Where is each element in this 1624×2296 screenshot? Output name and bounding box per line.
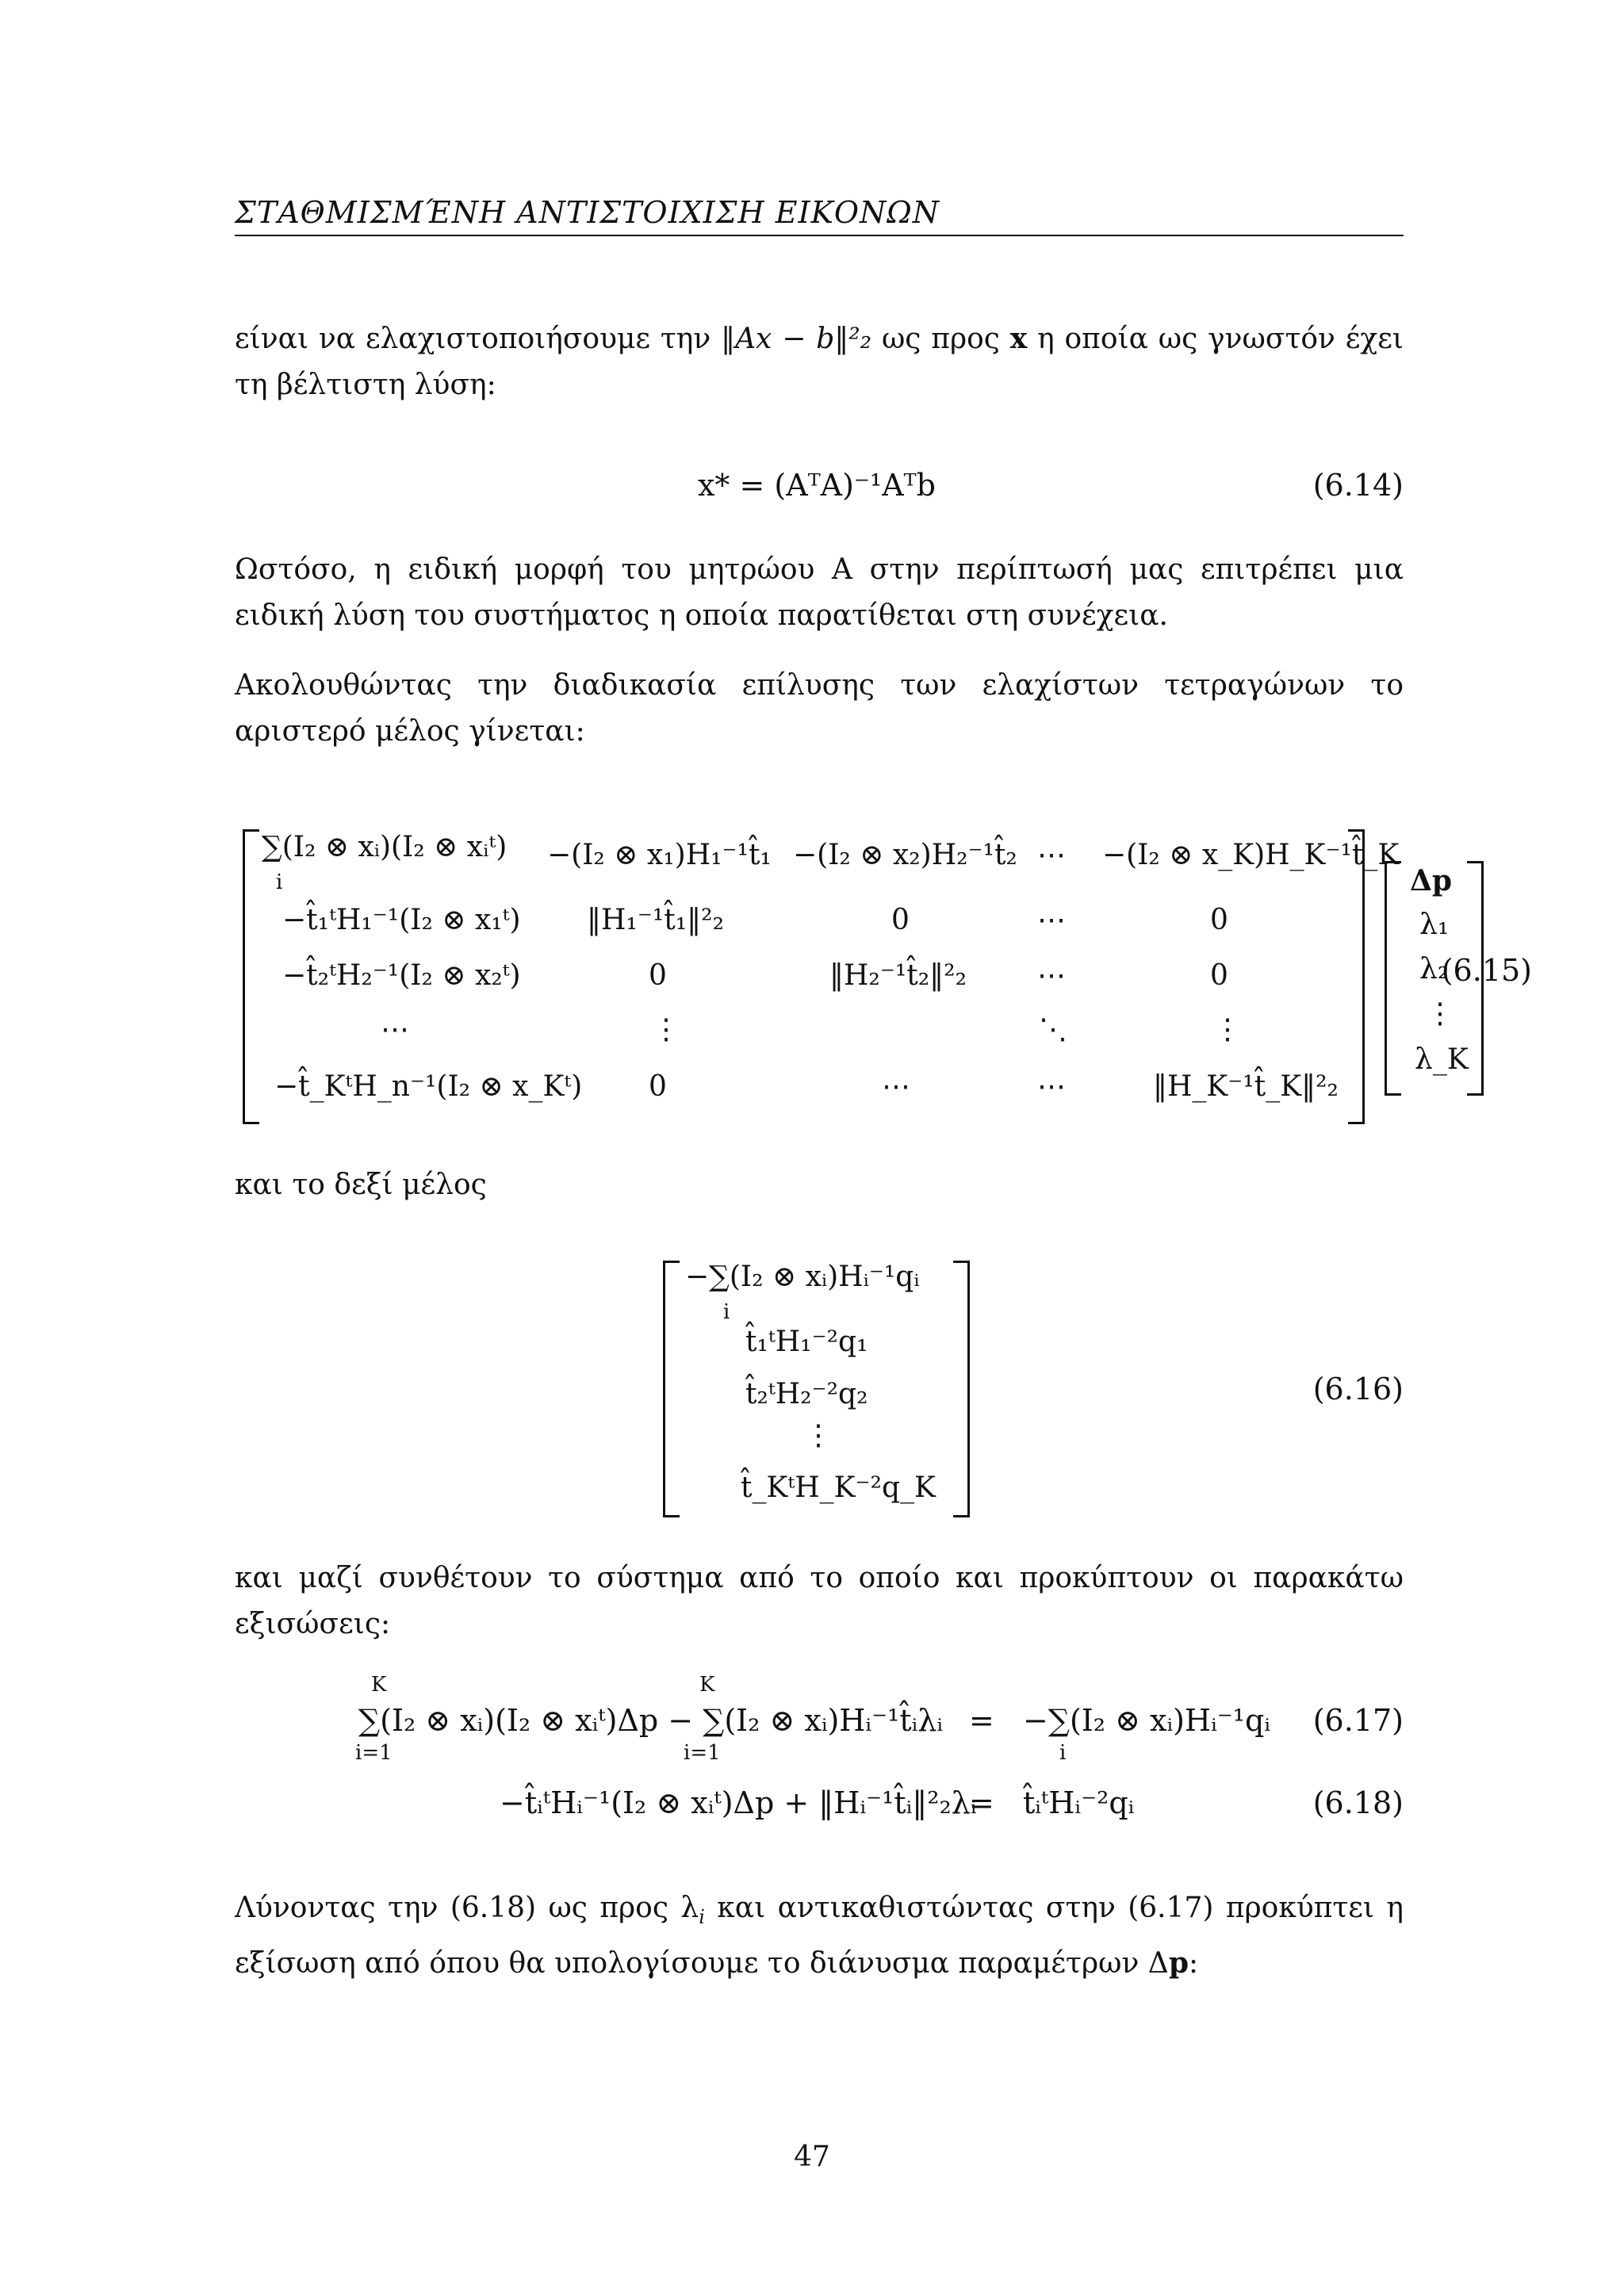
matrix-cell-3-4: ⋮ bbox=[1213, 1013, 1242, 1046]
equation-number-6-16: (6.16) bbox=[1312, 1372, 1404, 1406]
p1-x: x bbox=[1009, 322, 1028, 355]
rhs-cell-4: t̂_KᵗH_K⁻²q_K bbox=[741, 1471, 936, 1504]
p6-text-a: Λύνοντας την (6.18) ως προς λ bbox=[235, 1892, 699, 1924]
matrix-left-bracket bbox=[243, 829, 259, 1124]
p6-p: p bbox=[1168, 1946, 1189, 1980]
equation-6-14: x* = (AᵀA)⁻¹Aᵀb bbox=[698, 468, 936, 503]
paragraph-2: Ωστόσο, η ειδική μορφή του μητρώου A στην περίπτωσή μας επιτρέπει μια ειδική λύση του συστήματος η οποία παρατίθεται στη συνέχεια. bbox=[235, 553, 1404, 632]
equation-number-6-18: (6.18) bbox=[1312, 1785, 1404, 1820]
matrix-cell-0-2: −(I₂ ⊗ x₂)H₂⁻¹t̂₂ bbox=[793, 839, 1017, 871]
p1-text-a: είναι να ελαχιστοποιήσουμε την bbox=[235, 323, 722, 355]
paragraph-3: Ακολουθώντας την διαδικασία επίλυσης των ελαχίστων τετραγώνων το αριστερό μέλος γίνεται: bbox=[235, 669, 1404, 748]
matrix-cell-0-0: ∑(I₂ ⊗ xᵢ)(I₂ ⊗ xᵢᵗ) bbox=[262, 831, 508, 863]
rhs-cell-1: t̂₁ᵗH₁⁻²q₁ bbox=[745, 1326, 868, 1358]
paragraph-4: και το δεξί μέλος bbox=[235, 1169, 487, 1201]
matrix-cell-2-1: 0 bbox=[649, 959, 667, 992]
eq617-rhs: −∑(I₂ ⊗ xᵢ)Hᵢ⁻¹qᵢ bbox=[1023, 1703, 1270, 1738]
matrix-cell-1-3: ⋯ bbox=[1037, 904, 1066, 936]
matrix-cell-3-3: ⋱ bbox=[1039, 1013, 1067, 1046]
rhs-cell-0: −∑(I₂ ⊗ xᵢ)Hᵢ⁻¹qᵢ bbox=[685, 1261, 920, 1293]
header-rule bbox=[235, 235, 1404, 236]
rhs-cell-3: ⋮ bbox=[804, 1419, 833, 1452]
vector-cell-3: ⋮ bbox=[1426, 997, 1454, 1030]
eq617-lhs: ∑(I₂ ⊗ xᵢ)(I₂ ⊗ xᵢᵗ)Δp − ∑(I₂ ⊗ xᵢ)Hᵢ⁻¹t̂ᵢλᵢ bbox=[358, 1703, 944, 1738]
paragraph-1 bbox=[235, 316, 1404, 408]
eq617-sum-subscript: i bbox=[1059, 1741, 1067, 1765]
matrix-cell-1-0: −t̂₁ᵗH₁⁻¹(I₂ ⊗ x₁ᵗ) bbox=[282, 904, 521, 936]
page-number: 47 bbox=[794, 2141, 830, 2173]
eq618-lhs: −t̂ᵢᵗHᵢ⁻¹(I₂ ⊗ xᵢᵗ)Δp + ‖Hᵢ⁻¹t̂ᵢ‖²₂λᵢ bbox=[500, 1785, 977, 1820]
eq617-sum-bottom-2: i=1 bbox=[684, 1741, 721, 1765]
matrix-cell-4-4: ‖H_K⁻¹t̂_K‖²₂ bbox=[1153, 1070, 1339, 1103]
vector-cell-0: Δp bbox=[1410, 864, 1453, 897]
matrix-cell-4-0: −t̂_KᵗH_n⁻¹(I₂ ⊗ x_Kᵗ) bbox=[274, 1070, 583, 1103]
equation-number-6-17: (6.17) bbox=[1312, 1703, 1404, 1738]
matrix-cell-3-1: ⋮ bbox=[652, 1013, 680, 1046]
eq618-equals: = bbox=[969, 1785, 994, 1820]
matrix-cell-1-4: 0 bbox=[1210, 904, 1228, 936]
rhs-right-bracket bbox=[953, 1261, 970, 1517]
eq617-sum-bottom-1: i=1 bbox=[355, 1741, 393, 1765]
matrix-cell-1-1: ‖H₁⁻¹t̂₁‖²₂ bbox=[587, 904, 725, 936]
matrix-cell-1-2: 0 bbox=[891, 904, 910, 936]
p6-subscript: i bbox=[699, 1906, 705, 1929]
eq617-sum-top-2: K bbox=[699, 1673, 715, 1697]
p6-text-b: και αντικαθιστώντας στην (6.17) προκύπτει η εξίσωση από όπου θα υπολογίσουμε το διάνυσμα παραμέτρων Δ bbox=[235, 1892, 1404, 1980]
p6-text-c: : bbox=[1188, 1947, 1199, 1980]
matrix-cell-4-1: 0 bbox=[649, 1070, 667, 1103]
vector-cell-2: λ₂ bbox=[1419, 953, 1450, 985]
rhs-sum-subscript: i bbox=[723, 1300, 730, 1324]
eq617-sum-top-1: K bbox=[371, 1673, 387, 1697]
eq617-equals: = bbox=[969, 1703, 994, 1738]
matrix-sum-subscript: i bbox=[276, 871, 283, 894]
matrix-cell-0-3: ⋯ bbox=[1037, 839, 1066, 871]
rhs-left-bracket bbox=[663, 1261, 680, 1517]
p1-norm: ‖Ax − b‖²₂ bbox=[721, 323, 872, 355]
p1-text-c: η οποία ως γνωστόν έχει τη βέλτιστη λύση: bbox=[235, 323, 1404, 401]
rhs-cell-2: t̂₂ᵗH₂⁻²q₂ bbox=[745, 1378, 868, 1410]
matrix-cell-0-1: −(I₂ ⊗ x₁)H₁⁻¹t̂₁ bbox=[547, 839, 772, 871]
equation-number-6-15: (6.15) bbox=[1441, 953, 1532, 988]
matrix-cell-2-4: 0 bbox=[1210, 959, 1228, 992]
matrix-right-bracket bbox=[1348, 829, 1365, 1124]
matrix-cell-2-0: −t̂₂ᵗH₂⁻¹(I₂ ⊗ x₂ᵗ) bbox=[282, 959, 521, 992]
vector-left-bracket bbox=[1385, 861, 1401, 1096]
paragraph-5: και μαζί συνθέτουν το σύστημα από το οποίο και προκύπτουν οι παρακάτω εξισώσεις: bbox=[235, 1562, 1404, 1640]
eq618-rhs: t̂ᵢᵗHᵢ⁻²qᵢ bbox=[1023, 1785, 1135, 1820]
matrix-cell-2-2: ‖H₂⁻¹t̂₂‖²₂ bbox=[829, 959, 967, 992]
matrix-cell-4-3: ⋯ bbox=[1037, 1070, 1066, 1103]
running-header: ΣΤΑΘΜΙΣΜΈΝΗ ΑΝΤΙΣΤΟΙΧΙΣΗ ΕΙΚΟΝΩΝ bbox=[235, 195, 940, 230]
matrix-cell-4-2: ⋯ bbox=[882, 1070, 910, 1103]
matrix-cell-2-3: ⋯ bbox=[1037, 959, 1066, 992]
matrix-cell-3-0: ⋯ bbox=[381, 1013, 409, 1046]
paragraph-6 bbox=[235, 1885, 1404, 1987]
matrix-cell-0-4: −(I₂ ⊗ x_K)H_K⁻¹t̂_K bbox=[1102, 839, 1400, 871]
p1-text-b: ως προς bbox=[871, 323, 1010, 355]
vector-cell-1: λ₁ bbox=[1419, 909, 1450, 941]
vector-cell-4: λ_K bbox=[1415, 1043, 1469, 1076]
equation-number-6-14: (6.14) bbox=[1312, 468, 1404, 503]
